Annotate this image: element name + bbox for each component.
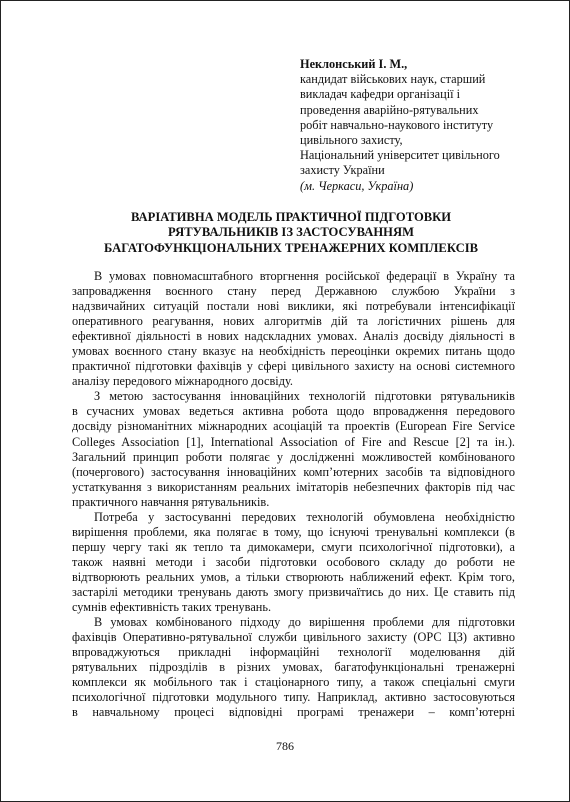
body-line: вирішення проблеми, яка полягає в тому, що існуючі тренувальні комплекси (в [72,524,515,539]
body-line: в навчальному процесі відповідні програмі тренажери – комп’ютерні [72,705,515,720]
body-line: фахівців Оперативно-рятувальної служби цивільного захисту (ОРС ЦЗ) активно [72,630,515,645]
body-line: Потреба у застосуванні передових технологій обумовлена необхідністю [94,509,515,524]
body-line: практичного навчання рятувальників. [72,494,270,509]
body-line: (почергового) застосування інноваційних комп’ютерних засобів та відповідного [72,464,515,479]
article-body [72,269,515,720]
title-line: БАГАТОФУНКЦІОНАЛЬНИХ ТРЕНАЖЕРНИХ КОМПЛЕКСІВ [103,240,479,255]
body-line: оперативного реагування, нових алгоритмів дій та логістичних рішень для [72,314,515,329]
body-line: в сучасних умовах ведеться активна робота щодо впровадження передового [72,404,515,419]
body-line: Загальний принцип роботи полягає у дослідженні можливостей комбінованого [72,449,515,464]
body-line: практичної підготовки фахівців у сфері цивільного захисту на основі системного [72,359,515,374]
author-city: (м. Черкаси, Україна) [300,178,414,193]
affiliation-line: захисту України [300,163,385,178]
affiliation-line: проведення аварійно-рятувальних [300,102,479,117]
body-line: відтворюють реальних умов, а тільки створюють наближений ефект. Крім того, [72,569,515,584]
page-number: 786 [276,739,294,753]
body-line: аналізу передового міжнародного досвіду. [72,374,293,389]
body-line: Colleges Association [1], International Association of Fire and Rescue [2] та ін.). [72,434,515,449]
body-line: надзвичайних ситуацій постали нові виклики, які потребували інтенсифікації [72,299,515,314]
article-title [71,210,511,256]
body-line: психологічної підготовки модульного типу. Наприклад, активно застосовуються [72,690,515,705]
title-line: РЯТУВАЛЬНИКІВ ІЗ ЗАСТОСУВАННЯМ [168,225,414,240]
author-block [300,57,517,194]
affiliation-line: цивільного захисту, [300,133,403,148]
body-line: умовах воєнного стану вказує на необхідність переоцінки окремих питань щодо [72,344,515,359]
affiliation-line: кандидат військових наук, старший [300,72,486,87]
body-line: В умовах повномасштабного вторгнення російської федерації в Україну та [94,269,515,283]
title-line: ВАРІАТИВНА МОДЕЛЬ ПРАКТИЧНОЇ ПІДГОТОВКИ [130,210,452,224]
body-line: ефективної діяльності в нових надскладних умовах. Аналіз досвіду діяльності в [72,329,515,344]
body-line: устаткування з використанням реальних імітаторів небезпечних факторів під час [72,479,515,494]
body-line: першу чергу такі як тепло та димокамери, смуги психологічної підготовки), а [72,539,515,554]
author-affiliation [300,72,517,178]
body-line: впроваджуються прикладні інформаційні технології моделювання дій [72,645,515,660]
body-line: застарілі методики тренувань дають змогу призвичаїтись до них. Це ставить під [72,584,515,599]
affiliation-line: робіт навчально-наукового інституту [300,117,494,132]
body-line: В умовах комбінованого підходу до вирішення проблеми для підготовки [94,615,515,630]
body-line: сумнів ефективність таких тренувань. [72,600,272,615]
body-line: рятувальних підрозділів в різних умовах, багатофункціональні тренажерні [72,660,515,675]
body-line: також наявні методи і засоби підготовки особового складу до роботи не [72,554,515,569]
author-name: Неклонський І. М., [300,57,408,71]
body-line: З метою застосування інноваційних технологій підготовки рятувальників [94,389,515,404]
body-line: комплекси як мобільного так і стаціонарного типу, а також спеціальні смуги [72,675,515,690]
affiliation-line: Національний університет цивільного [300,148,500,163]
affiliation-line: викладач кафедри організації і [300,87,461,102]
body-line: запровадження воєнного стану перед Державною службою України з [72,284,515,299]
body-line: досвіду різноманітних міжнародних асоціацій та проектів (European Fire Service [72,419,515,434]
